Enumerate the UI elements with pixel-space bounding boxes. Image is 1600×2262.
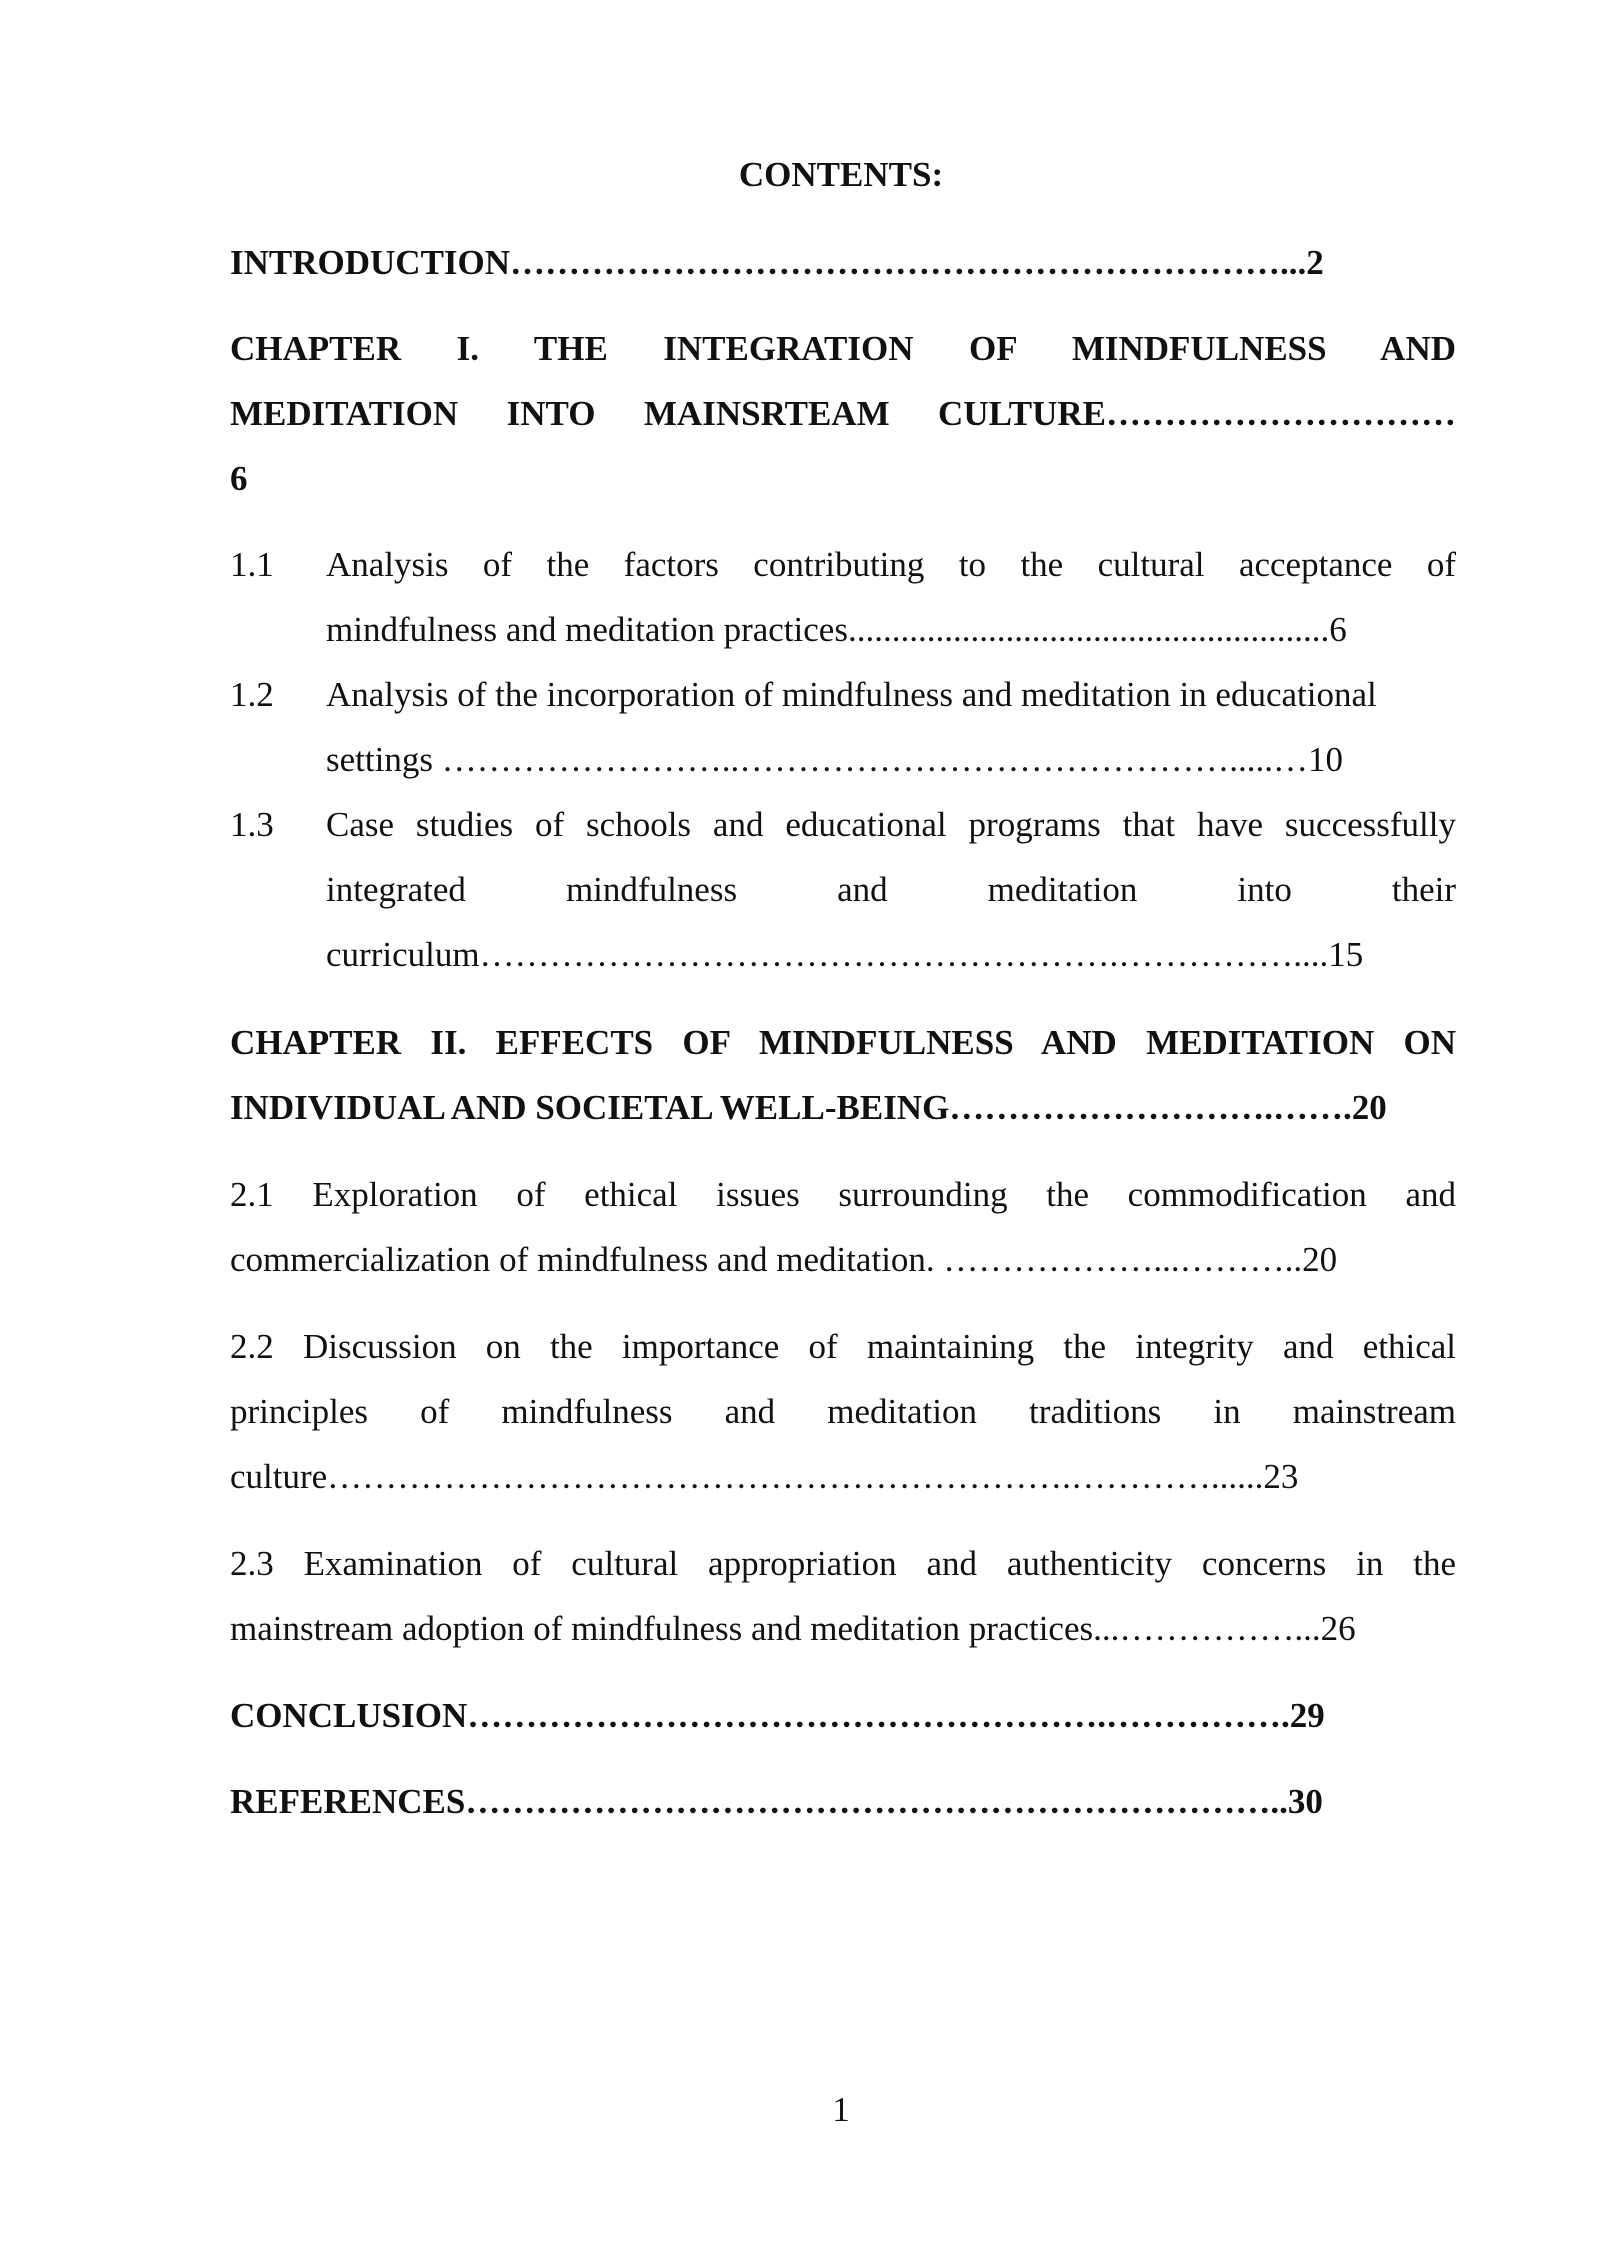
- toc-entry-chapter-1: [230, 316, 1456, 511]
- section-title-line-1: Case studies of schools and educational programs that have successfully: [326, 805, 1456, 844]
- toc-entry-conclusion: [230, 1683, 1456, 1748]
- toc-entry-text: REFERENCES……………………………………………………………..30: [230, 1782, 1323, 1821]
- section-number: 1.2: [230, 675, 274, 714]
- section-title-line-1: Analysis of the incorporation of mindfulness and meditation in educational: [326, 675, 1377, 714]
- section-title-line-2: principles of mindfulness and meditation traditions in mainstream: [230, 1392, 1456, 1431]
- toc-entry-section-2-3: [230, 1531, 1456, 1661]
- section-title-line-2: settings ……………………..…………………………………….....…10: [326, 740, 1343, 779]
- chapter-2-title-line-1: CHAPTER II. EFFECTS OF MINDFULNESS AND MEDITATION ON: [230, 1023, 1456, 1062]
- toc-entry-chapter-2: [230, 1010, 1456, 1140]
- chapter-1-title-line-2: MEDITATION INTO MAINSRTEAM CULTURE…………………………: [230, 394, 1456, 433]
- section-title-line-2: mindfulness and meditation practices.......................................................6: [326, 610, 1347, 649]
- section-title-line-2: commercialization of mindfulness and meditation. ………………...………..20: [230, 1240, 1338, 1279]
- page-number: 1: [832, 2090, 850, 2129]
- section-number: 1.1: [230, 545, 274, 584]
- section-title-line-3: curriculum……………………………………………….……………....15: [326, 935, 1364, 974]
- section-title-line-2: mainstream adoption of mindfulness and meditation practices...……………...26: [230, 1609, 1356, 1648]
- chapter-1-page: 6: [230, 459, 248, 498]
- section-title-line-1: 2.2 Discussion on the importance of maintaining the integrity and ethical: [230, 1327, 1456, 1366]
- section-title-line-1: 2.3 Examination of cultural appropriation and authenticity concerns in the: [230, 1544, 1456, 1583]
- toc-entry-introduction: [230, 230, 1456, 295]
- toc-entry-references: [230, 1769, 1456, 1834]
- section-title-line-1: 2.1 Exploration of ethical issues surrounding the commodification and: [230, 1175, 1456, 1214]
- toc-entry-text: INTRODUCTION…………………………………………………………...2: [230, 243, 1324, 282]
- toc-entry-section-1-2: [230, 662, 1456, 792]
- chapter-2-title-line-2: INDIVIDUAL AND SOCIETAL WELL-BEING……………………….…….20: [230, 1088, 1387, 1127]
- contents-heading: CONTENTS:: [738, 155, 944, 194]
- section-title-line-1: Analysis of the factors contributing to the cultural acceptance of: [326, 545, 1456, 584]
- section-title-line-2: integrated mindfulness and meditation into their: [326, 870, 1456, 909]
- section-title-line-3: culture……………………………………………………….…………......23: [230, 1457, 1299, 1496]
- section-number: 1.3: [230, 805, 274, 844]
- toc-entry-section-1-1: [230, 532, 1456, 662]
- toc-entry-section-2-1: [230, 1162, 1456, 1292]
- toc-entry-text: CONCLUSION……………………………………………….…………….29: [230, 1696, 1325, 1735]
- chapter-1-title-line-1: CHAPTER I. THE INTEGRATION OF MINDFULNESS AND: [230, 329, 1456, 368]
- toc-entry-section-2-2: [230, 1314, 1456, 1509]
- toc-entry-section-1-3: [230, 792, 1456, 987]
